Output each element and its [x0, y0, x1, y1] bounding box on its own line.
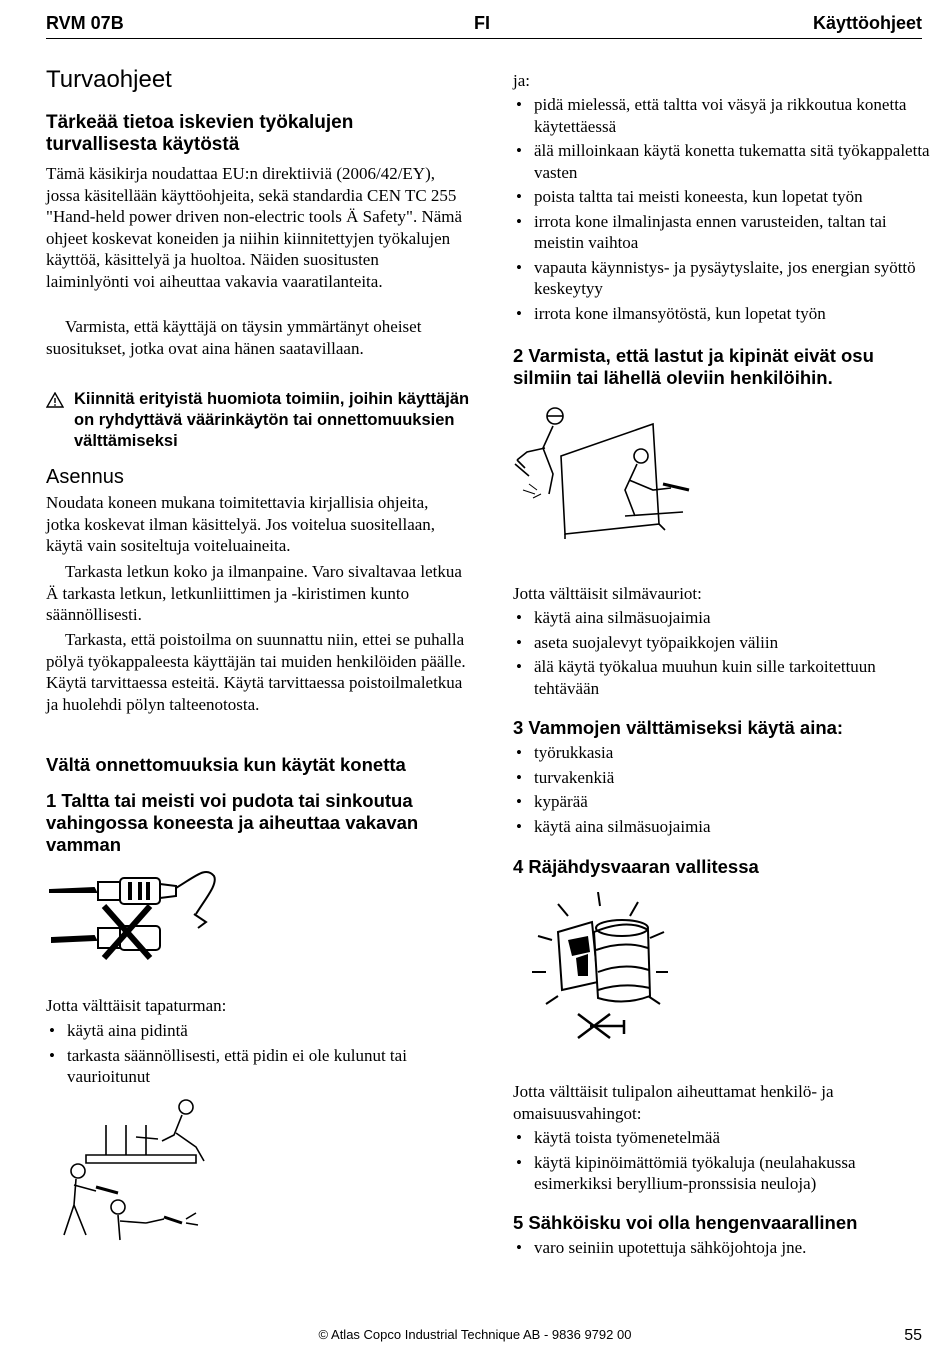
asennus-paragraph-2: Tarkasta letkun koko ja ilmanpaine. Varo sivaltavaa letkua Ä tarkasta letkun, letkunliittimen ja -kiristimen kunto säännöllisesti.: [46, 562, 462, 624]
list-item: • käytä kipinöimättömiä työkaluja (neulahakussa esimerkiksi beryllium-pronssisia neuloja): [513, 1152, 933, 1195]
protective-screen-illustration: [513, 404, 693, 539]
language-code: FI: [474, 13, 490, 33]
list-item: • varo seiniin upotettuja sähköjohtoja jne.: [513, 1237, 933, 1259]
list-item: • älä milloinkaan käytä konetta tukematta sitä työkappaletta vasten: [513, 140, 933, 183]
list-item: • vapauta käynnistys- ja pysäytyslaite, jos energian syöttö keskeytyy: [513, 257, 933, 300]
section-1-list: [46, 1020, 466, 1091]
page-title: Turvaohjeet: [46, 66, 172, 93]
list-item: • älä käytä työkalua muuhun kuin sille tarkoitettuun tehtävään: [513, 656, 933, 699]
footer-copyright: © Atlas Copco Industrial Technique AB - 9836 9792 00: [318, 1327, 632, 1342]
explosion-hazard-illustration: [528, 892, 678, 1052]
list-item: • pidä mielessä, että taltta voi väsyä ja rikkoutua konetta käytettäessä: [513, 94, 933, 137]
chisel-retainer-illustration: [46, 866, 221, 971]
model-name: RVM 07B: [46, 13, 124, 33]
section-2-intro: Jotta välttäisit silmävauriot:: [513, 584, 702, 603]
warning-note: [46, 389, 474, 452]
list-item: • turvakenkiä: [513, 767, 933, 789]
continued-list: [513, 94, 933, 327]
list-item: • työrukkasia: [513, 742, 933, 764]
section-2-heading: 2 Varmista, että lastut ja kipinät eivät osu silmiin tai lähellä oleviin henkilöihin.: [513, 345, 874, 388]
continued-intro: ja:: [513, 71, 530, 90]
section-name: Käyttöohjeet: [812, 13, 922, 33]
page-number: 55: [904, 1327, 922, 1344]
list-item: • käytä toista työmenetelmää: [513, 1127, 933, 1149]
list-item: • poista taltta tai meisti koneesta, kun lopetat työn: [513, 186, 933, 208]
section-4-intro: Jotta välttäisit tulipalon aiheuttamat henkilö- ja omaisuusvahingot:: [513, 1082, 834, 1123]
list-item: • käytä aina silmäsuojaimia: [513, 607, 933, 629]
list-item: • irrota kone ilmansyötöstä, kun lopetat työn: [513, 303, 933, 325]
section-2-list: [513, 607, 933, 702]
list-item: • tarkasta säännöllisesti, että pidin ei ole kulunut tai vaurioitunut: [46, 1045, 466, 1088]
warning-text: Kiinnitä erityistä huomiota toimiin, joihin käyttäjän on ryhdyttävä väärinkäytön tai onnettomuuksien välttämiseksi: [74, 390, 470, 450]
section-3-heading: 3 Vammojen välttämiseksi käytä aina:: [513, 717, 844, 738]
list-item: • käytä aina pidintä: [46, 1020, 466, 1042]
asennus-paragraph-3: Tarkasta, että poistoilma on suunnattu niin, ettei se puhalla pölyä työkappaleesta käyttäjän tai muiden henkilöiden päälle. Käytä tarvittaessa esteitä. Käytä tarvittaessa poistoilmaletkua ja huolehdi pölyn talteenotosta.: [46, 630, 466, 714]
warning-triangle-icon: [46, 392, 64, 414]
section-1-heading: 1 Taltta tai meisti voi pudota tai sinkoutua vahingossa koneesta ja aiheuttaa vakavan vamman: [46, 790, 419, 855]
section-4-heading: 4 Räjähdysvaaran vallitessa: [513, 856, 759, 877]
section-5-list: [513, 1237, 933, 1262]
section-5-heading: 5 Sähköisku voi olla hengenvaarallinen: [513, 1212, 858, 1233]
section-1-intro: Jotta välttäisit tapaturman:: [46, 996, 227, 1015]
section-3-list: [513, 742, 933, 840]
list-item: • käytä aina silmäsuojaimia: [513, 816, 933, 838]
asennus-paragraph-1: Noudata koneen mukana toimitettavia kirjallisia ohjeita, jotka koskevat ilman käsittelyä. Jos voitelua suositellaan, käytä vain sositeltuja voiteluaineita.: [46, 493, 436, 555]
list-item: • aseta suojalevyt työpaikkojen väliin: [513, 632, 933, 654]
list-item: • kypärää: [513, 791, 933, 813]
avoid-accidents-heading: Vältä onnettomuuksia kun käytät konetta: [46, 754, 406, 775]
intro-paragraph-1: Tämä käsikirja noudattaa EU:n direktiiviä (2006/42/EY), jossa käsitellään käyttöohjeita, sekä standardia CEN TC 255 "Hand-held power driven non-electric tools Ä Safety". Nämä ohjeet koskevat koneiden ja niihin kiinnitettyjen työkalujen käyttöä, käsittelyä ja huoltoa. Näiden suositusten laiminlyönti voi aiheuttaa vakavia vaaratilanteita.: [46, 164, 463, 291]
important-heading: Tärkeää tietoa iskevien työkalujen turvallisesta käytöstä: [46, 112, 354, 155]
intro-paragraph-2: Varmista, että käyttäjä on täysin ymmärtänyt oheiset suositukset, jotka ovat aina hänen saatavillaan.: [46, 317, 422, 358]
list-item: • irrota kone ilmalinjasta ennen varusteiden, taltan tai meistin vaihtoa: [513, 211, 933, 254]
asennus-heading: Asennus: [46, 466, 124, 488]
falling-chisel-workers-illustration: [46, 1095, 246, 1245]
section-4-list: [513, 1127, 933, 1198]
page-header: [46, 10, 922, 39]
